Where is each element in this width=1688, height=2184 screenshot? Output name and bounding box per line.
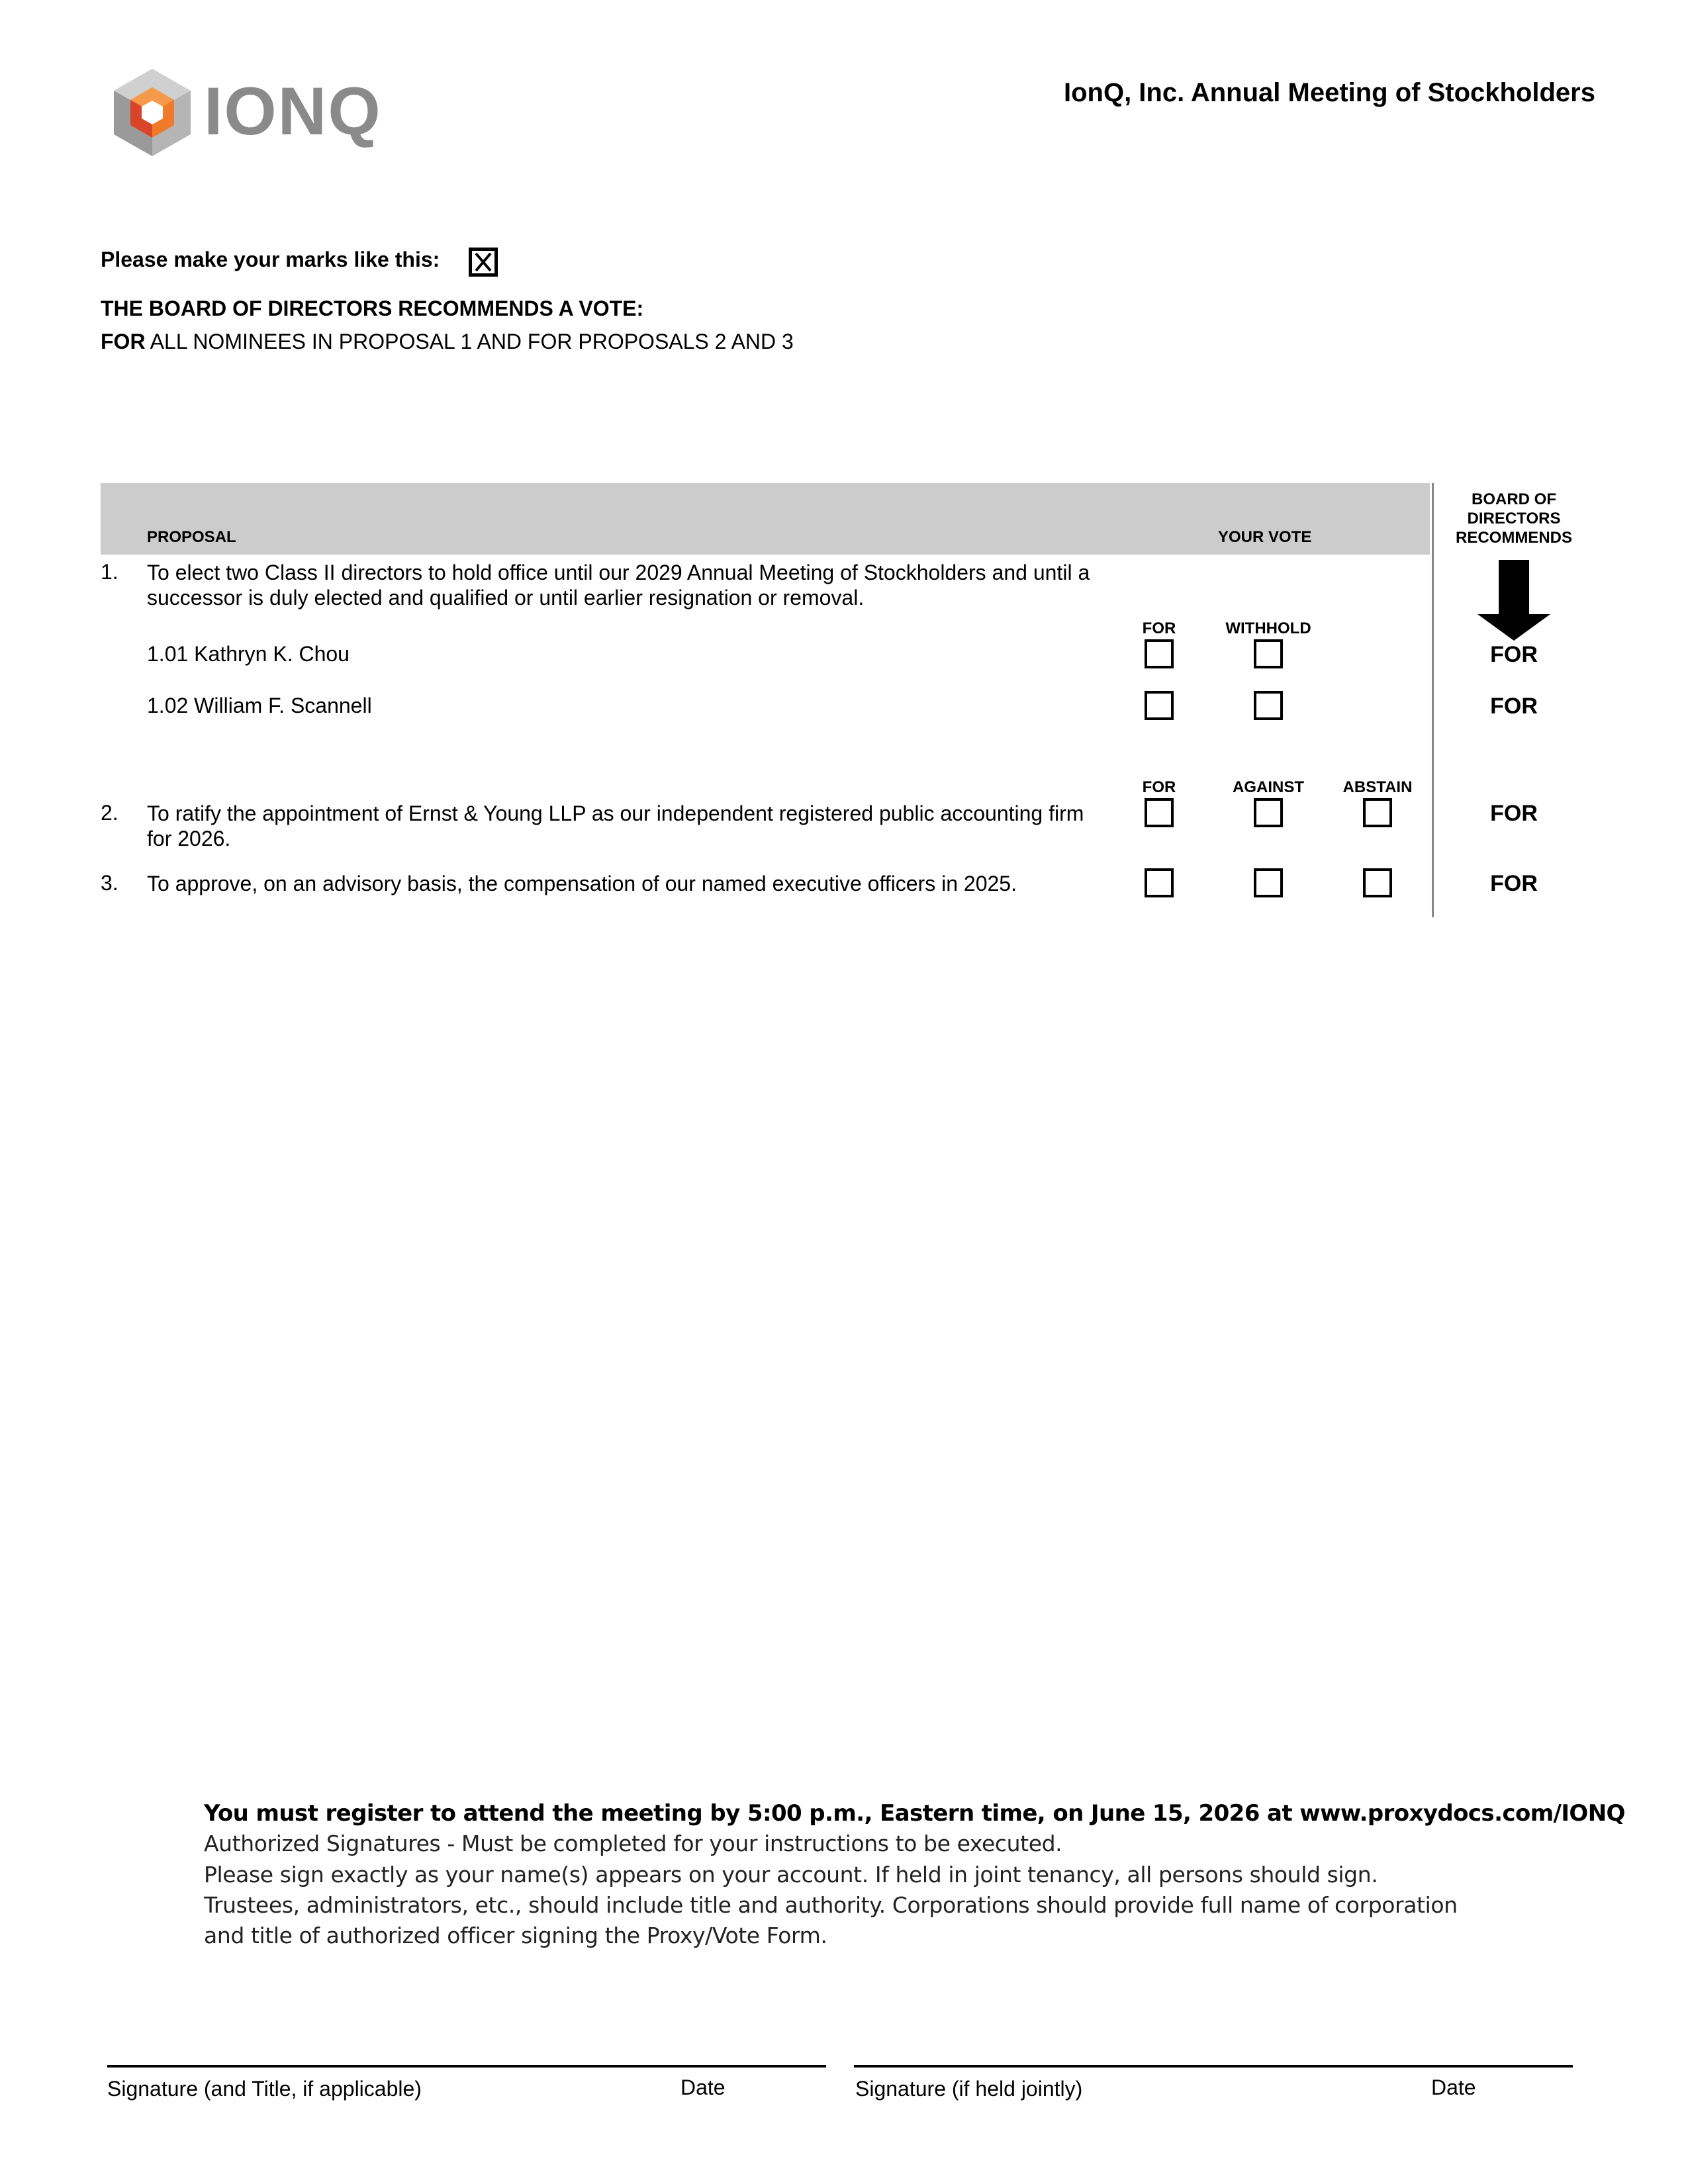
checkbox-2-against[interactable]	[1254, 798, 1283, 827]
table-divider	[1432, 483, 1434, 917]
signature-1-label: Signature (and Title, if applicable)	[107, 2077, 422, 2101]
checkbox-3-for[interactable]	[1145, 868, 1174, 897]
board-recommends-arrow-icon	[1477, 560, 1550, 641]
checkbox-2-abstain[interactable]	[1363, 798, 1392, 827]
option-label-for: FOR	[1142, 619, 1176, 637]
board-sub-rest: ALL NOMINEES IN PROPOSAL 1 AND FOR PROPOSALS 2 AND 3	[145, 330, 794, 353]
ionq-hexagon-icon	[106, 66, 199, 159]
option-label-for: FOR	[1142, 778, 1176, 796]
recommendation-2: FOR	[1490, 801, 1538, 826]
proposal-2-number: 2.	[101, 801, 118, 825]
signature-line-1[interactable]	[107, 2065, 826, 2068]
proposal-2-text: To ratify the appointment of Ernst & Young LLP as our independent registered public accounting firm for 2026.	[147, 801, 1084, 850]
column-header-board-recommends: BOARD OF DIRECTORS RECOMMENDS	[1455, 490, 1572, 547]
checkbox-1-02-withhold[interactable]	[1254, 691, 1283, 720]
marks-instruction: Please make your marks like this:	[101, 248, 440, 271]
date-2-label: Date	[1431, 2075, 1476, 2099]
checkbox-2-for[interactable]	[1145, 798, 1174, 827]
proposal-1-number: 1.	[101, 560, 118, 584]
checkbox-1-01-withhold[interactable]	[1254, 639, 1283, 668]
column-header-your-vote: YOUR VOTE	[1218, 528, 1312, 546]
date-1-label: Date	[680, 2075, 726, 2099]
column-header-proposal: PROPOSAL	[147, 528, 236, 546]
recommendation-1-01: FOR	[1490, 642, 1538, 667]
ionq-logo	[106, 66, 382, 159]
meeting-title: IonQ, Inc. Annual Meeting of Stockholders	[1063, 78, 1595, 107]
proposal-3-text: To approve, on an advisory basis, the compensation of our named executive officers in 2025.	[147, 872, 1017, 895]
signature-line-2[interactable]	[854, 2065, 1573, 2068]
checkbox-3-against[interactable]	[1254, 868, 1283, 897]
proposal-3-number: 3.	[101, 871, 118, 895]
checkbox-3-abstain[interactable]	[1363, 868, 1392, 897]
nominee-1-02: 1.02 William F. Scannell	[147, 694, 372, 717]
board-recommends-subheading	[101, 330, 794, 354]
signing-instructions: Please sign exactly as your name(s) appears on your account. If held in joint tenancy, all persons should sign. Trustees, administrators, etc., should include title and authority. Corporations should provide full name of corporation and title of authorized officer signing the Proxy/Vote Form.	[204, 1862, 1458, 1948]
checkbox-1-01-for[interactable]	[1145, 639, 1174, 668]
proposal-1-text: To elect two Class II directors to hold office until our 2029 Annual Meeting of Stockholders and until a successor is duly elected and qualified or until earlier resignation or removal.	[147, 561, 1090, 610]
signature-2-label: Signature (if held jointly)	[855, 2077, 1083, 2101]
recommendation-3: FOR	[1490, 871, 1538, 896]
board-sub-bold: FOR	[101, 330, 146, 353]
checkbox-1-02-for[interactable]	[1145, 691, 1174, 720]
logo-wordmark: IONQ	[204, 73, 382, 149]
option-label-abstain: ABSTAIN	[1342, 778, 1413, 796]
recommendation-1-02: FOR	[1490, 694, 1538, 719]
option-label-against: AGAINST	[1233, 778, 1304, 796]
registration-notice: You must register to attend the meeting by 5:00 p.m., Eastern time, on June 15, 2026 at www.proxydocs.com/IONQ	[204, 1800, 1625, 1827]
nominee-1-01: 1.01 Kathryn K. Chou	[147, 642, 350, 666]
authorized-signatures-note: Authorized Signatures - Must be completed for your instructions to be executed.	[204, 1831, 1062, 1856]
option-label-withhold: WITHHOLD	[1225, 619, 1311, 637]
board-recommends-heading: THE BOARD OF DIRECTORS RECOMMENDS A VOTE:	[101, 296, 644, 320]
sample-mark-x-icon	[469, 248, 498, 277]
